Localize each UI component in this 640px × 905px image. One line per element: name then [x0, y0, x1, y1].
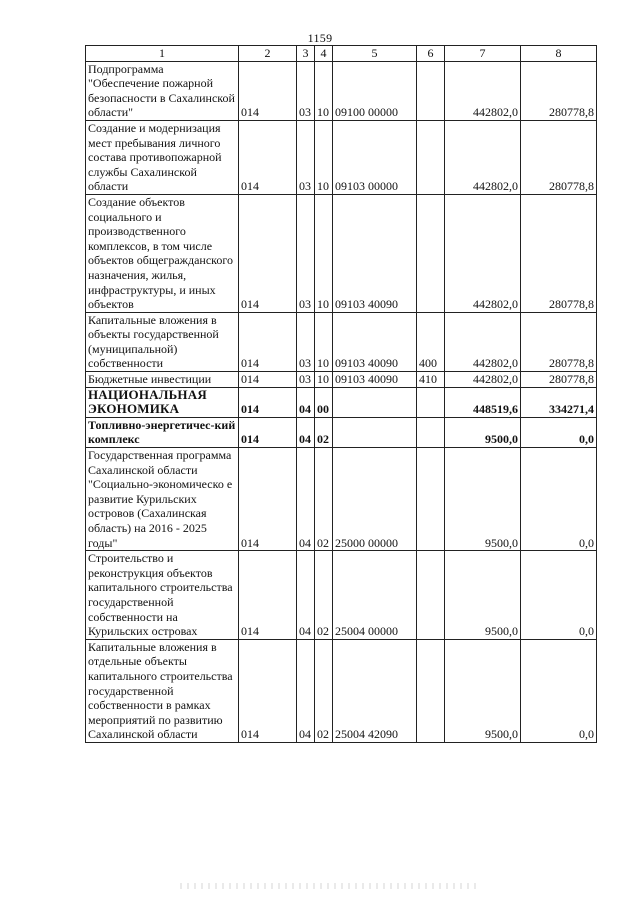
- section-code-cell: 03: [297, 312, 315, 371]
- amount-year1-cell: 9500,0: [445, 551, 521, 640]
- amount-year1-cell: 442802,0: [445, 61, 521, 120]
- target-article-cell: [333, 417, 417, 447]
- table-header-row: [86, 46, 597, 62]
- table-row: [86, 312, 597, 371]
- subsection-code-cell: 10: [315, 194, 333, 312]
- expense-type-cell: [417, 61, 445, 120]
- ministry-code-cell: 014: [239, 312, 297, 371]
- table-row: [86, 551, 597, 640]
- row-name-cell: Государственная программа Сахалинской области "Социально-экономическо е развитие Курильских островов (Сахалинская область) на 2016 - 2025 годы": [86, 448, 239, 551]
- header-col-7: 7: [445, 46, 521, 62]
- target-article-cell: 09103 00000: [333, 120, 417, 194]
- budget-table: [85, 45, 597, 743]
- amount-year1-cell: 9500,0: [445, 448, 521, 551]
- table-row: [86, 372, 597, 388]
- section-code-cell: 04: [297, 448, 315, 551]
- amount-year2-cell: 0,0: [521, 448, 597, 551]
- row-name-cell: Строительство и реконструкция объектов капитального строительства государственной собственности на Курильских островах: [86, 551, 239, 640]
- target-article-cell: 09103 40090: [333, 372, 417, 388]
- ministry-code-cell: 014: [239, 372, 297, 388]
- header-col-1: 1: [86, 46, 239, 62]
- amount-year1-cell: 9500,0: [445, 417, 521, 447]
- expense-type-cell: [417, 120, 445, 194]
- target-article-cell: 09100 00000: [333, 61, 417, 120]
- amount-year1-cell: 442802,0: [445, 194, 521, 312]
- row-name-cell: Подпрограмма "Обеспечение пожарной безопасности в Сахалинской области": [86, 61, 239, 120]
- row-name-cell: Бюджетные инвестиции: [86, 372, 239, 388]
- amount-year1-cell: 442802,0: [445, 372, 521, 388]
- amount-year1-cell: 9500,0: [445, 639, 521, 742]
- scan-noise: [180, 883, 480, 889]
- section-code-cell: 03: [297, 61, 315, 120]
- subsection-code-cell: 10: [315, 61, 333, 120]
- page-number: 1159: [307, 31, 333, 45]
- row-name-cell: Капитальные вложения в отдельные объекты капитального строительства государственной собственности в рамках мероприятий по развитию Сахалинской области: [86, 639, 239, 742]
- amount-year1-cell: 442802,0: [445, 312, 521, 371]
- row-name-cell: Капитальные вложения в объекты государственной (муниципальной) собственности: [86, 312, 239, 371]
- section-code-cell: 03: [297, 194, 315, 312]
- amount-year2-cell: 280778,8: [521, 120, 597, 194]
- expense-type-cell: [417, 194, 445, 312]
- amount-year2-cell: 0,0: [521, 417, 597, 447]
- amount-year2-cell: 334271,4: [521, 387, 597, 417]
- header-col-5: 5: [333, 46, 417, 62]
- target-article-cell: [333, 387, 417, 417]
- table-row: [86, 448, 597, 551]
- amount-year2-cell: 280778,8: [521, 312, 597, 371]
- amount-year2-cell: 280778,8: [521, 61, 597, 120]
- header-col-8: 8: [521, 46, 597, 62]
- section-code-cell: 04: [297, 387, 315, 417]
- amount-year1-cell: 442802,0: [445, 120, 521, 194]
- subsection-code-cell: 02: [315, 551, 333, 640]
- header-col-3: 3: [297, 46, 315, 62]
- row-name-cell: Создание и модернизация мест пребывания личного состава противопожарной службы Сахалинской области: [86, 120, 239, 194]
- section-code-cell: 03: [297, 372, 315, 388]
- expense-type-cell: [417, 417, 445, 447]
- amount-year1-cell: 448519,6: [445, 387, 521, 417]
- ministry-code-cell: 014: [239, 120, 297, 194]
- table-row: [86, 120, 597, 194]
- header-col-6: 6: [417, 46, 445, 62]
- section-code-cell: 04: [297, 639, 315, 742]
- row-name-cell: Создание объектов социального и производственного комплексов, в том числе объектов общегражданского назначения, жилья, инфраструктуры, и иных объектов: [86, 194, 239, 312]
- table-row: [86, 417, 597, 447]
- ministry-code-cell: 014: [239, 551, 297, 640]
- ministry-code-cell: 014: [239, 448, 297, 551]
- target-article-cell: 25000 00000: [333, 448, 417, 551]
- amount-year2-cell: 280778,8: [521, 194, 597, 312]
- row-name-cell: Топливно-энергетичес-кий комплекс: [86, 417, 239, 447]
- table-row: [86, 387, 597, 417]
- table-row: [86, 194, 597, 312]
- section-code-cell: 04: [297, 417, 315, 447]
- expense-type-cell: [417, 551, 445, 640]
- expense-type-cell: 400: [417, 312, 445, 371]
- ministry-code-cell: 014: [239, 194, 297, 312]
- header-col-4: 4: [315, 46, 333, 62]
- subsection-code-cell: 02: [315, 448, 333, 551]
- target-article-cell: 25004 00000: [333, 551, 417, 640]
- ministry-code-cell: 014: [239, 387, 297, 417]
- table-row: [86, 61, 597, 120]
- expense-type-cell: 410: [417, 372, 445, 388]
- expense-type-cell: [417, 448, 445, 551]
- target-article-cell: 25004 42090: [333, 639, 417, 742]
- amount-year2-cell: 0,0: [521, 551, 597, 640]
- expense-type-cell: [417, 639, 445, 742]
- subsection-code-cell: 10: [315, 372, 333, 388]
- amount-year2-cell: 0,0: [521, 639, 597, 742]
- subsection-code-cell: 02: [315, 639, 333, 742]
- ministry-code-cell: 014: [239, 417, 297, 447]
- ministry-code-cell: 014: [239, 639, 297, 742]
- section-code-cell: 03: [297, 120, 315, 194]
- target-article-cell: 09103 40090: [333, 312, 417, 371]
- subsection-code-cell: 10: [315, 120, 333, 194]
- ministry-code-cell: 014: [239, 61, 297, 120]
- subsection-code-cell: 02: [315, 417, 333, 447]
- table-row: [86, 639, 597, 742]
- subsection-code-cell: 00: [315, 387, 333, 417]
- header-col-2: 2: [239, 46, 297, 62]
- row-name-cell: НАЦИОНАЛЬНАЯ ЭКОНОМИКА: [86, 387, 239, 417]
- target-article-cell: 09103 40090: [333, 194, 417, 312]
- subsection-code-cell: 10: [315, 312, 333, 371]
- section-code-cell: 04: [297, 551, 315, 640]
- amount-year2-cell: 280778,8: [521, 372, 597, 388]
- expense-type-cell: [417, 387, 445, 417]
